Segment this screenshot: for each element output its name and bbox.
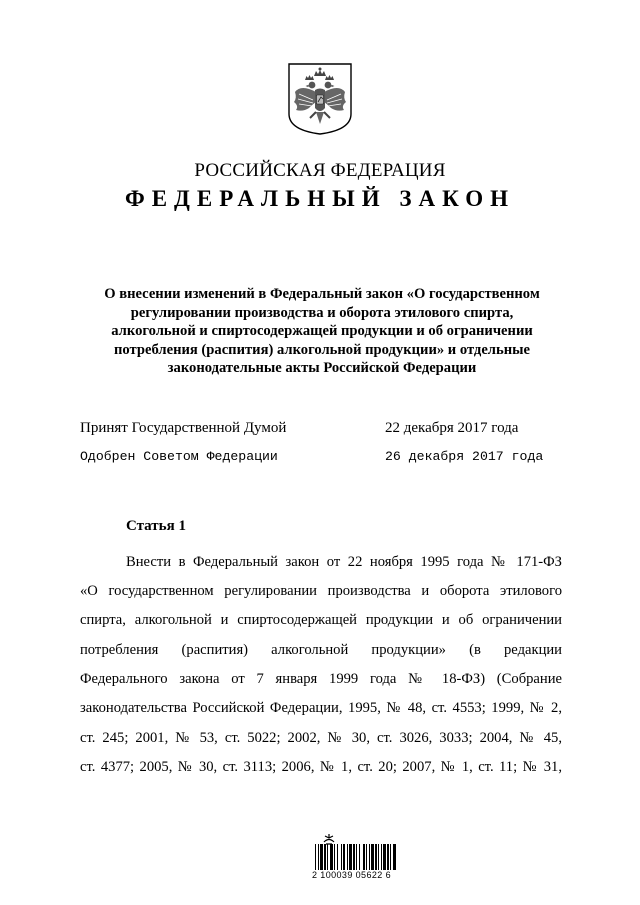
approved-by-council-label: Одобрен Советом Федерации (80, 449, 278, 464)
article-text-line: потребления (распития) алкогольной продукции» (в редакции (80, 642, 562, 658)
law-title (80, 285, 564, 378)
article-text-line: Федерального закона от 7 января 1999 года № 18-ФЗ) (Собрание (80, 671, 562, 687)
article-text-line: законодательства Российской Федерации, 1995, № 48, ст. 4553; 1999, № 2, (80, 700, 562, 716)
article-text-line: Внести в Федеральный закон от 22 ноября 1995 года № 171-ФЗ (126, 554, 562, 570)
law-title-line: О внесении изменений в Федеральный закон «О государственном (104, 286, 540, 302)
country-name: РОССИЙСКАЯ ФЕДЕРАЦИЯ (194, 160, 446, 181)
barcode (314, 844, 398, 870)
article-text-line: ст. 4377; 2005, № 30, ст. 3113; 2006, № 1, ст. 20; 2007, № 1, ст. 11; № 31, (80, 759, 562, 775)
law-title-line: потребления (распития) алкогольной продукции» и отдельные (114, 341, 530, 358)
adopted-date: 22 декабря 2017 года (385, 420, 519, 436)
article-text-line: «О государственном регулировании производства и оборота этилового (80, 583, 562, 599)
coat-of-arms-emblem (287, 62, 353, 136)
law-title-line: алкогольной и спиртосодержащей продукции и об ограничении (111, 323, 533, 340)
approved-date: 26 декабря 2017 года (385, 449, 544, 464)
adopted-by-duma-label: Принят Государственной Думой (80, 420, 287, 436)
document-type: ФЕДЕРАЛЬНЫЙ ЗАКОН (124, 186, 516, 211)
law-title-line: законодательные акты Российской Федерации (167, 360, 477, 377)
law-title-line: регулировании производства и оборота этилового спирта, (130, 304, 514, 321)
article-text-line: ст. 245; 2001, № 53, ст. 5022; 2002, № 30, ст. 3026, 3033; 2004, № 45, (80, 730, 562, 746)
article-heading: Статья 1 (126, 518, 186, 534)
barcode-number: 2 100039 05622 6 (312, 870, 391, 880)
article-text-line: спирта, алкогольной и спиртосодержащей продукции и об ограничении (80, 612, 562, 628)
